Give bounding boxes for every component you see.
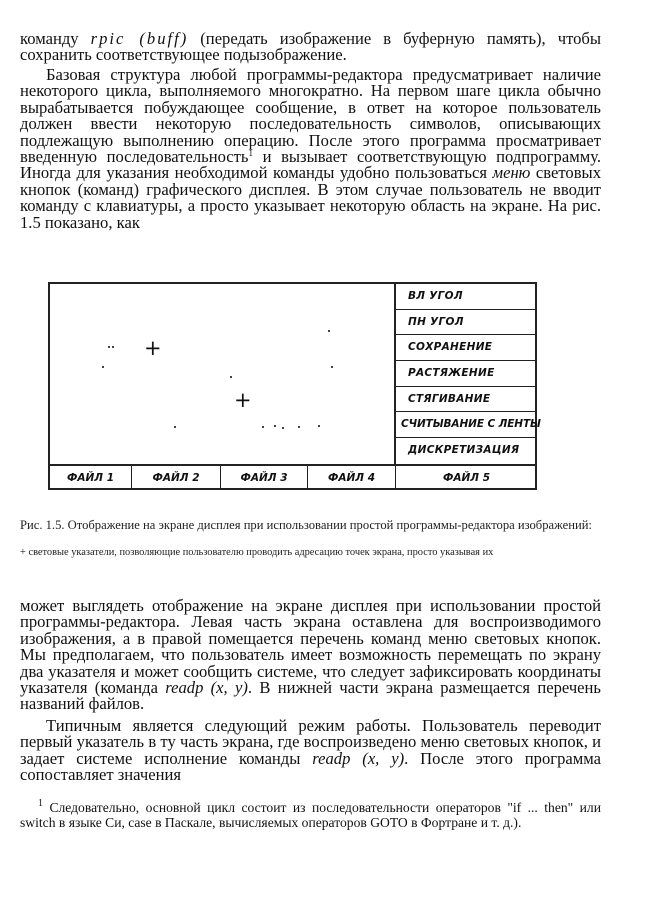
paragraph-2-text-b: и вызывает соответствующую подпрограмму. Иногда для указания необходимой команды удобно пользоваться — [20, 147, 602, 183]
speck — [274, 425, 276, 427]
line-1-rest: (передать изображение в буферную память), чтобы — [188, 29, 601, 48]
footnote-mark: 1 — [38, 798, 43, 809]
paragraph-3-text-b: . В нижней части экрана размещается перечень названий файлов. — [20, 678, 601, 714]
command-rpic: rpic (buff) — [90, 29, 189, 48]
command-readp-2: readp (x, y) — [312, 748, 405, 768]
speck — [174, 426, 176, 428]
file-1-button[interactable]: ФАЙЛ 1 — [50, 466, 132, 490]
speck — [298, 426, 300, 428]
file-bar — [50, 464, 537, 490]
command-readp: readp (x, y) — [165, 678, 248, 698]
footnote-ref: 1 — [248, 148, 253, 159]
menu-item-stretch[interactable]: РАСТЯЖЕНИЕ — [396, 361, 537, 387]
menu-item-read-tape[interactable]: СЧИТЫВАНИЕ С ЛЕНТЫ — [396, 412, 537, 438]
paragraph-4 — [20, 718, 601, 784]
footnote — [20, 800, 601, 830]
menu-item-right-corner[interactable]: ПН УГОЛ — [396, 310, 537, 336]
paragraph-1-end: сохранить соответствующее подызображение. — [20, 45, 347, 65]
line-1-lead: команду — [20, 29, 91, 48]
paragraph-1 — [20, 31, 601, 64]
speck — [282, 427, 284, 429]
paragraph-2-text: Базовая структура любой программы-редактора предусматривает наличие некоторого цикла, выполняемого многократно. На первом шаге цикла обычно вырабатывается побуждающее сообщение, в ответ на которое пользователь должен ввести некоторую последовательность символов, описывающих подлежащую выполнению операцию. После этого программа просматривает введенную последовательность — [20, 65, 601, 167]
speck — [112, 346, 114, 348]
footnote-text: Следовательно, основной цикл состоит из последовательности операторов "if ... then" или switch в языке Си, case в Паскале, вычисляемых операторов GOTO в Фортране и т. д.). — [20, 800, 601, 830]
speck — [328, 330, 330, 332]
paragraph-3-text: может выглядеть отображение на экране дисплея при использовании простой программы-редактора. Левая часть экрана оставлена для воспроизводимого изображения, а в правой помещается перечень команд меню световых кнопок. Мы предполагаем, что пользователь имеет возможность перемещать по экрану два указателя и может сообщить системе, что следует зафиксировать координаты указателя (команда — [20, 596, 601, 698]
light-button-menu — [394, 284, 541, 464]
menu-item-discretize[interactable]: ДИСКРЕТИЗАЦИЯ — [408, 444, 520, 457]
file-4-button[interactable]: ФАЙЛ 4 — [308, 466, 396, 490]
figure-screen-layout — [48, 282, 541, 490]
speck — [331, 366, 333, 368]
speck — [102, 366, 104, 368]
cursor-1-icon: + — [144, 336, 162, 360]
file-5-button[interactable]: ФАЙЛ 5 — [442, 472, 490, 484]
paragraph-3 — [20, 598, 601, 713]
paragraph-4-text: Типичным является следующий режим работы. Пользователь переводит первый указатель в ту часть экрана, где воспроизведено меню световых кнопок, и задает системе исполнение команды — [20, 716, 601, 768]
speck — [262, 426, 264, 428]
menu-term: меню — [492, 163, 531, 183]
menu-item-shrink[interactable]: СТЯГИВАНИЕ — [396, 387, 537, 413]
figure-caption-note: + световые указатели, позволяющие пользователю проводить адресацию точек экрана, просто указывая их — [20, 547, 494, 558]
paragraph-4-text-b: . После этого программа сопоставляет значения — [20, 748, 601, 785]
speck — [318, 425, 320, 427]
menu-item-save[interactable]: СОХРАНЕНИЕ — [396, 335, 537, 361]
file-2-button[interactable]: ФАЙЛ 2 — [132, 466, 221, 490]
figure-caption: Рис. 1.5. Отображение на экране дисплея при использовании простой программы-редактора изображений: — [20, 518, 592, 532]
file-3-button[interactable]: ФАЙЛ 3 — [221, 466, 308, 490]
speck — [230, 376, 232, 378]
cursor-2-icon: + — [234, 388, 252, 412]
paragraph-2-text-c: световых кнопок (команд) графического дисплея. В этом случае пользователь не вводит команду с клавиатуры, а просто указывает некоторую область на экране. На рис. 1.5 показано, как — [20, 163, 601, 232]
speck — [108, 346, 110, 348]
menu-item-left-corner[interactable]: ВЛ УГОЛ — [396, 284, 537, 310]
paragraph-2 — [20, 67, 601, 231]
